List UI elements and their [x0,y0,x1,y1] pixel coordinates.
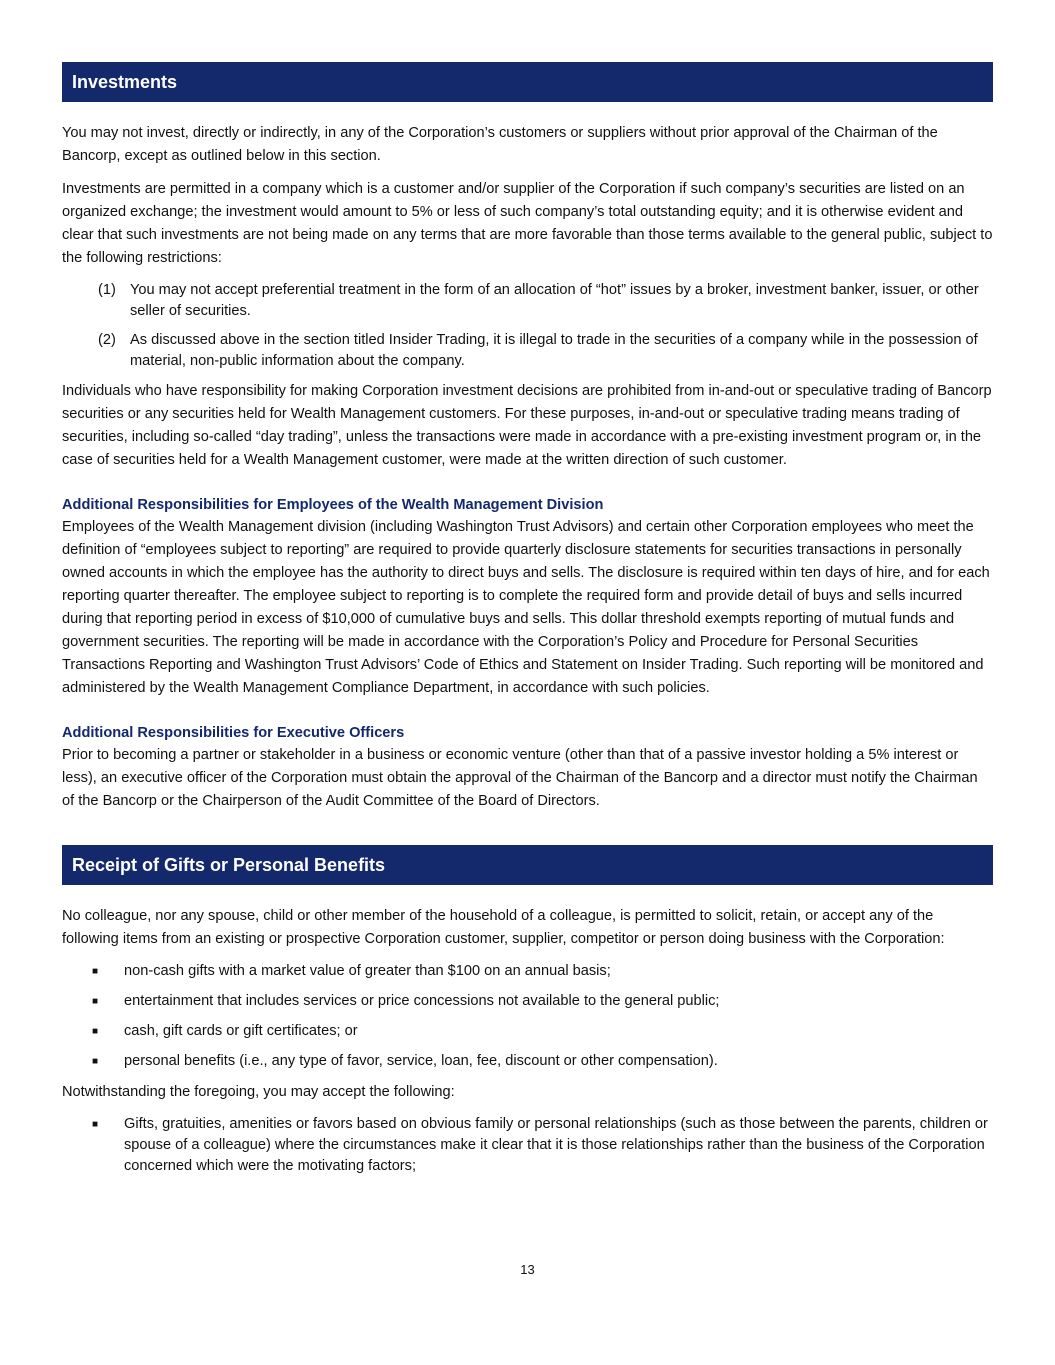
square-bullet-icon: ■ [92,1056,99,1067]
restriction-number: (1) [98,282,116,298]
square-bullet-icon: ■ [92,966,99,977]
prohibited-item-text: entertainment that includes services or price concessions not available to the general public; [124,993,720,1009]
prohibited-item [92,1021,993,1042]
section-header-investments: Investments [62,62,993,102]
wealth-management-subheading: Additional Responsibilities for Employees of the Wealth Management Division [62,497,604,513]
investments-paragraph-1: You may not invest, directly or indirectly, in any of the Corporation’s customers or suppliers without prior approval of the Chairman of the Bancorp, except as outlined below in this section. [62,125,938,164]
investments-paragraph-3: Individuals who have responsibility for making Corporation investment decisions are prohibited from in-and-out or speculative trading of Bancorp securities or any securities held for Wealth Management customers. For these purposes, in-and-out or speculative trading means trading of securities, including so-called “day trading”, unless the transactions were made in accordance with a pre-existing investment program or, in the case of securities held for a Wealth Management customer, were made at the written direction of such customer. [62,383,992,468]
executive-officers-paragraph: Prior to becoming a partner or stakeholder in a business or economic venture (other than that of a passive investor holding a 5% interest or less), an executive officer of the Corporation must obtain the approval of the Chairman of the Bancorp and a director must notify the Chairman of the Bancorp or the Chairperson of the Audit Committee of the Board of Directors. [62,747,978,809]
prohibited-item-text: personal benefits (i.e., any type of favor, service, loan, fee, discount or other compensation). [124,1053,718,1069]
page-number: 13 [520,1262,535,1277]
square-bullet-icon: ■ [92,996,99,1007]
restriction-item-2 [98,330,993,372]
square-bullet-icon: ■ [92,1119,99,1130]
square-bullet-icon: ■ [92,1026,99,1037]
restriction-item-1 [98,280,993,322]
gifts-paragraph-1: No colleague, nor any spouse, child or other member of the household of a colleague, is permitted to solicit, retain, or accept any of the following items from an existing or prospective Corporation customer, supplier, competitor or person doing business with the Corporation: [62,908,945,947]
wealth-management-paragraph: Employees of the Wealth Management division (including Washington Trust Advisors) and certain other Corporation employees who meet the definition of “employees subject to reporting” are required to provide quarterly disclosure statements for securities transactions in personally owned accounts in which the employee has the authority to direct buys and sells. The disclosure is required within ten days of hire, and for each reporting quarter thereafter. The employee subject to reporting is to complete the required form and provide detail of buys and sells incurred during that reporting period in excess of $10,000 of cumulative buys and sells. This dollar threshold exempts reporting of mutual funds and government securities. The reporting will be made in accordance with the Corporation’s Policy and Procedure for Personal Securities Transactions Reporting and Washington Trust Advisors’ Code of Ethics and Statement on Insider Trading. Such reporting will be monitored and administered by the Wealth Management Compliance Department, in accordance with such policies. [62,519,990,696]
restriction-text: You may not accept preferential treatment in the form of an allocation of “hot” issues by a broker, investment banker, issuer, or other seller of securities. [130,282,979,319]
section-header-gifts: Receipt of Gifts or Personal Benefits [62,845,993,885]
page-content [62,62,993,1186]
prohibited-item [92,961,993,982]
prohibited-item-text: cash, gift cards or gift certificates; or [124,1023,358,1039]
allowed-item [92,1114,993,1177]
prohibited-item [92,991,993,1012]
prohibited-item [92,1051,993,1072]
allowed-item-text: Gifts, gratuities, amenities or favors based on obvious family or personal relationships (such as those between the parents, children or spouse of a colleague) where the circumstances make it clear that it is those relationships rather than the business of the Corporation concerned which were the motivating factors; [124,1116,988,1174]
restriction-text: As discussed above in the section titled Insider Trading, it is illegal to trade in the securities of a company while in the possession of material, non-public information about the company. [130,332,978,369]
prohibited-item-text: non-cash gifts with a market value of greater than $100 on an annual basis; [124,963,611,979]
restriction-number: (2) [98,332,116,348]
investments-paragraph-2: Investments are permitted in a company which is a customer and/or supplier of the Corporation if such company’s securities are listed on an organized exchange; the investment would amount to 5% or less of such company’s total outstanding equity; and it is otherwise evident and clear that such investments are not being made on any terms that are more favorable than those terms available to the general public, subject to the following restrictions: [62,181,993,266]
executive-officers-subheading: Additional Responsibilities for Executive Officers [62,725,405,741]
gifts-paragraph-2: Notwithstanding the foregoing, you may accept the following: [62,1084,455,1100]
